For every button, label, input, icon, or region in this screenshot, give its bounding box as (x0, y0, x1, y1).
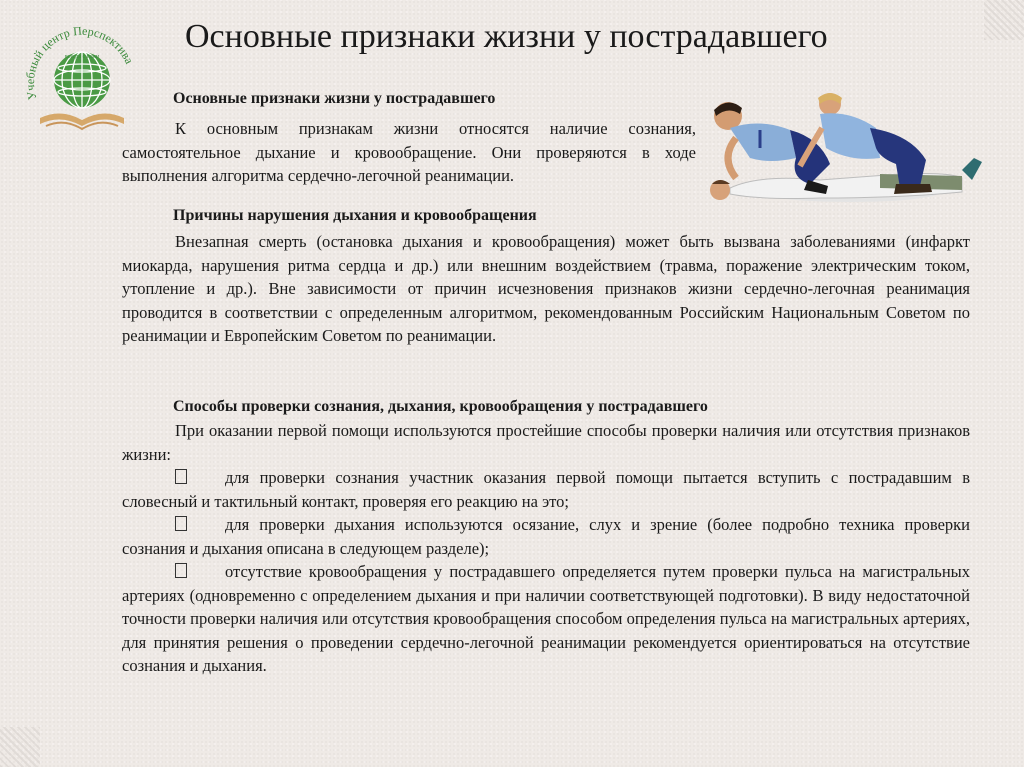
list-item-text: для проверки дыхания используются осязание, слух и зрение (более подробно техника проверки сознания и дыхания описана в следующем разделе); (122, 515, 970, 558)
corner-pattern (984, 0, 1024, 40)
corner-pattern (0, 727, 40, 767)
list-item-text: для проверки сознания участник оказания первой помощи пытается вступить с пострадавшим в словесный и тактильный контакт, проверяя его реакцию на это; (122, 468, 970, 511)
section2-heading: Причины нарушения дыхания и кровообращения (173, 207, 537, 224)
checkbox-bullet-icon (175, 563, 187, 578)
logo-inner-text: всегда с вами (64, 54, 100, 60)
logo-arc-text: Учебный центр Перспектива (22, 23, 137, 102)
section1-text: К основным признакам жизни относятся наличие сознания, самостоятельное дыхание и кровообращение. Они проверяются в ходе выполнения алгоритма сердечно-легочной реанимации. (122, 119, 696, 185)
checkbox-bullet-icon (175, 516, 187, 531)
page-title: Основные признаки жизни у пострадавшего (185, 18, 828, 55)
checkbox-bullet-icon (175, 469, 187, 484)
cpr-illustration (700, 88, 988, 212)
section3-heading: Способы проверки сознания, дыхания, кровообращения у пострадавшего (173, 398, 708, 415)
section3-intro: При оказании первой помощи используются простейшие способы проверки наличия или отсутствия признаков жизни: (122, 421, 970, 464)
list-item (122, 466, 970, 513)
list-item (122, 560, 970, 678)
section1-heading: Основные признаки жизни у пострадавшего (173, 90, 496, 107)
list-item (122, 513, 970, 560)
list-item-text: отсутствие кровообращения у пострадавшего определяется путем проверки пульса на магистральных артериях (одновременно с определением дыхания и при наличии соответствующей подготовки). В виду недостаточной точности проверки наличия или отсутствия кровообращения способом определения пульса на магистральных артериях, для принятия решения о проведении сердечно-легочной реанимации рекомендуется ориентироваться на отсутствие сознания и дыхания. (122, 562, 970, 675)
section2-text: Внезапная смерть (остановка дыхания и кровообращения) может быть вызвана заболеваниями (инфаркт миокарда, нарушения ритма сердца и др.) или внешним воздействием (травма, поражение электрическим током, утопление и др.). Вне зависимости от причин исчезновения признаков жизни сердечно-легочная реанимация проводится в соответствии с определенным алгоритмом, рекомендованным Российским Национальным Советом по реанимации и Европейским Советом по реанимации. (122, 232, 970, 345)
